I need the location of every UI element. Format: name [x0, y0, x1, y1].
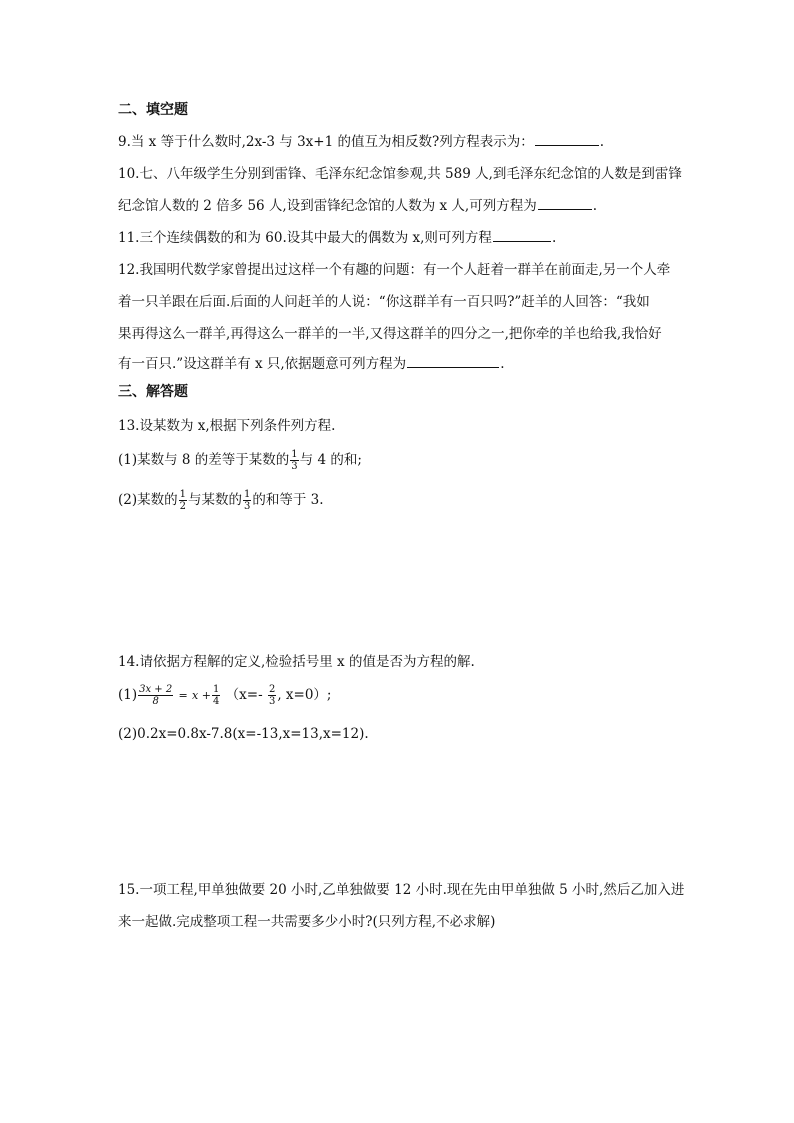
section-2-heading: 二、填空题	[118, 102, 188, 118]
question-11-end: .	[551, 230, 557, 246]
question-10-text: 纪念馆人数的 2 倍多 56 人,设到雷锋纪念馆的人数为 x 人,可列方程为	[118, 198, 537, 214]
fraction-two-thirds: $\frac{2}{3}$	[268, 684, 276, 707]
question-14-part-1	[118, 682, 331, 709]
equals-sign: =	[178, 689, 188, 702]
question-15-line-1: 15.一项工程,甲单独做要 20 小时,乙单独做要 12 小时.现在先由甲单独做 5 小时,然后乙加入进	[118, 882, 685, 898]
answer-blank[interactable]	[535, 132, 599, 146]
question-9-text: 9.当 x 等于什么数时,2x-3 与 3x+1 的值互为相反数?列方程表示为：	[118, 134, 534, 150]
question-10-end: .	[592, 198, 598, 214]
equation-rhs: x +	[192, 689, 211, 702]
fraction-one-third: $\frac{1}{3}$	[244, 489, 251, 512]
question-11-text: 11.三个连续偶数的和为 60.设其中最大的偶数为 x,则可列方程	[118, 230, 492, 246]
question-12-line-4	[118, 354, 504, 374]
question-13-part-1	[118, 448, 362, 472]
part-1-text-pre: (1)某数与 8 的差等于某数的	[118, 452, 290, 468]
question-14-intro: 14.请依据方程解的定义,检验括号里 x 的值是否为方程的解.	[118, 654, 475, 670]
fraction-one-fourth: $\frac{1}{4}$	[212, 684, 220, 707]
check-values-pre: （x=-	[225, 687, 263, 703]
equation-lhs-fraction: $\frac{3x + 2}{8}$	[139, 684, 173, 707]
question-12-end: .	[500, 356, 505, 372]
question-12-line-3: 果再得这么一群羊,再得这么一群羊的一半,又得这群羊的四分之一,把你牵的羊也给我,我恰好	[118, 326, 662, 342]
question-9	[118, 132, 604, 152]
section-3-heading: 三、解答题	[118, 384, 188, 400]
question-12-line-2: 着一只羊跟在后面.后面的人问赶羊的人说：“你这群羊有一百只吗?”赶羊的人回答：“我如	[118, 294, 650, 310]
part-2-text-mid: 与某数的	[188, 492, 242, 508]
question-13-intro: 13.设某数为 x,根据下列条件列方程.	[118, 418, 336, 434]
question-12-text: 有一百只.”设这群羊有 x 只,依据题意可列方程为	[118, 356, 407, 372]
part-2-text-pre: (2)某数的	[118, 492, 178, 508]
check-values-post: , x=0）;	[277, 687, 332, 703]
answer-blank[interactable]	[538, 196, 592, 210]
fraction-one-third: $\frac{1}{3}$	[291, 449, 298, 472]
fraction-one-half: $\frac{1}{2}$	[179, 489, 186, 512]
question-13-part-2	[118, 488, 324, 512]
question-11	[118, 228, 556, 248]
answer-blank[interactable]	[493, 228, 551, 242]
question-14-part-2: (2)0.2x=0.8x-7.8(x=-13,x=13,x=12).	[118, 726, 369, 742]
part-1-label: (1)	[118, 687, 138, 703]
question-15-line-2: 来一起做.完成整项工程一共需要多少小时?(只列方程,不必求解)	[118, 914, 496, 930]
question-10-line-1: 10.七、八年级学生分别到雷锋、毛泽东纪念馆参观,共 589 人,到毛泽东纪念馆的人数是到雷锋	[118, 166, 682, 182]
question-10-line-2	[118, 196, 597, 216]
part-1-text-post: 与 4 的和;	[299, 452, 362, 468]
question-9-end: .	[599, 134, 604, 150]
part-2-text-post: 的和等于 3.	[252, 492, 324, 508]
question-12-line-1: 12.我国明代数学家曾提出过这样一个有趣的问题：有一个人赶着一群羊在前面走,另一个人牵	[118, 262, 671, 278]
answer-blank[interactable]	[407, 354, 499, 368]
